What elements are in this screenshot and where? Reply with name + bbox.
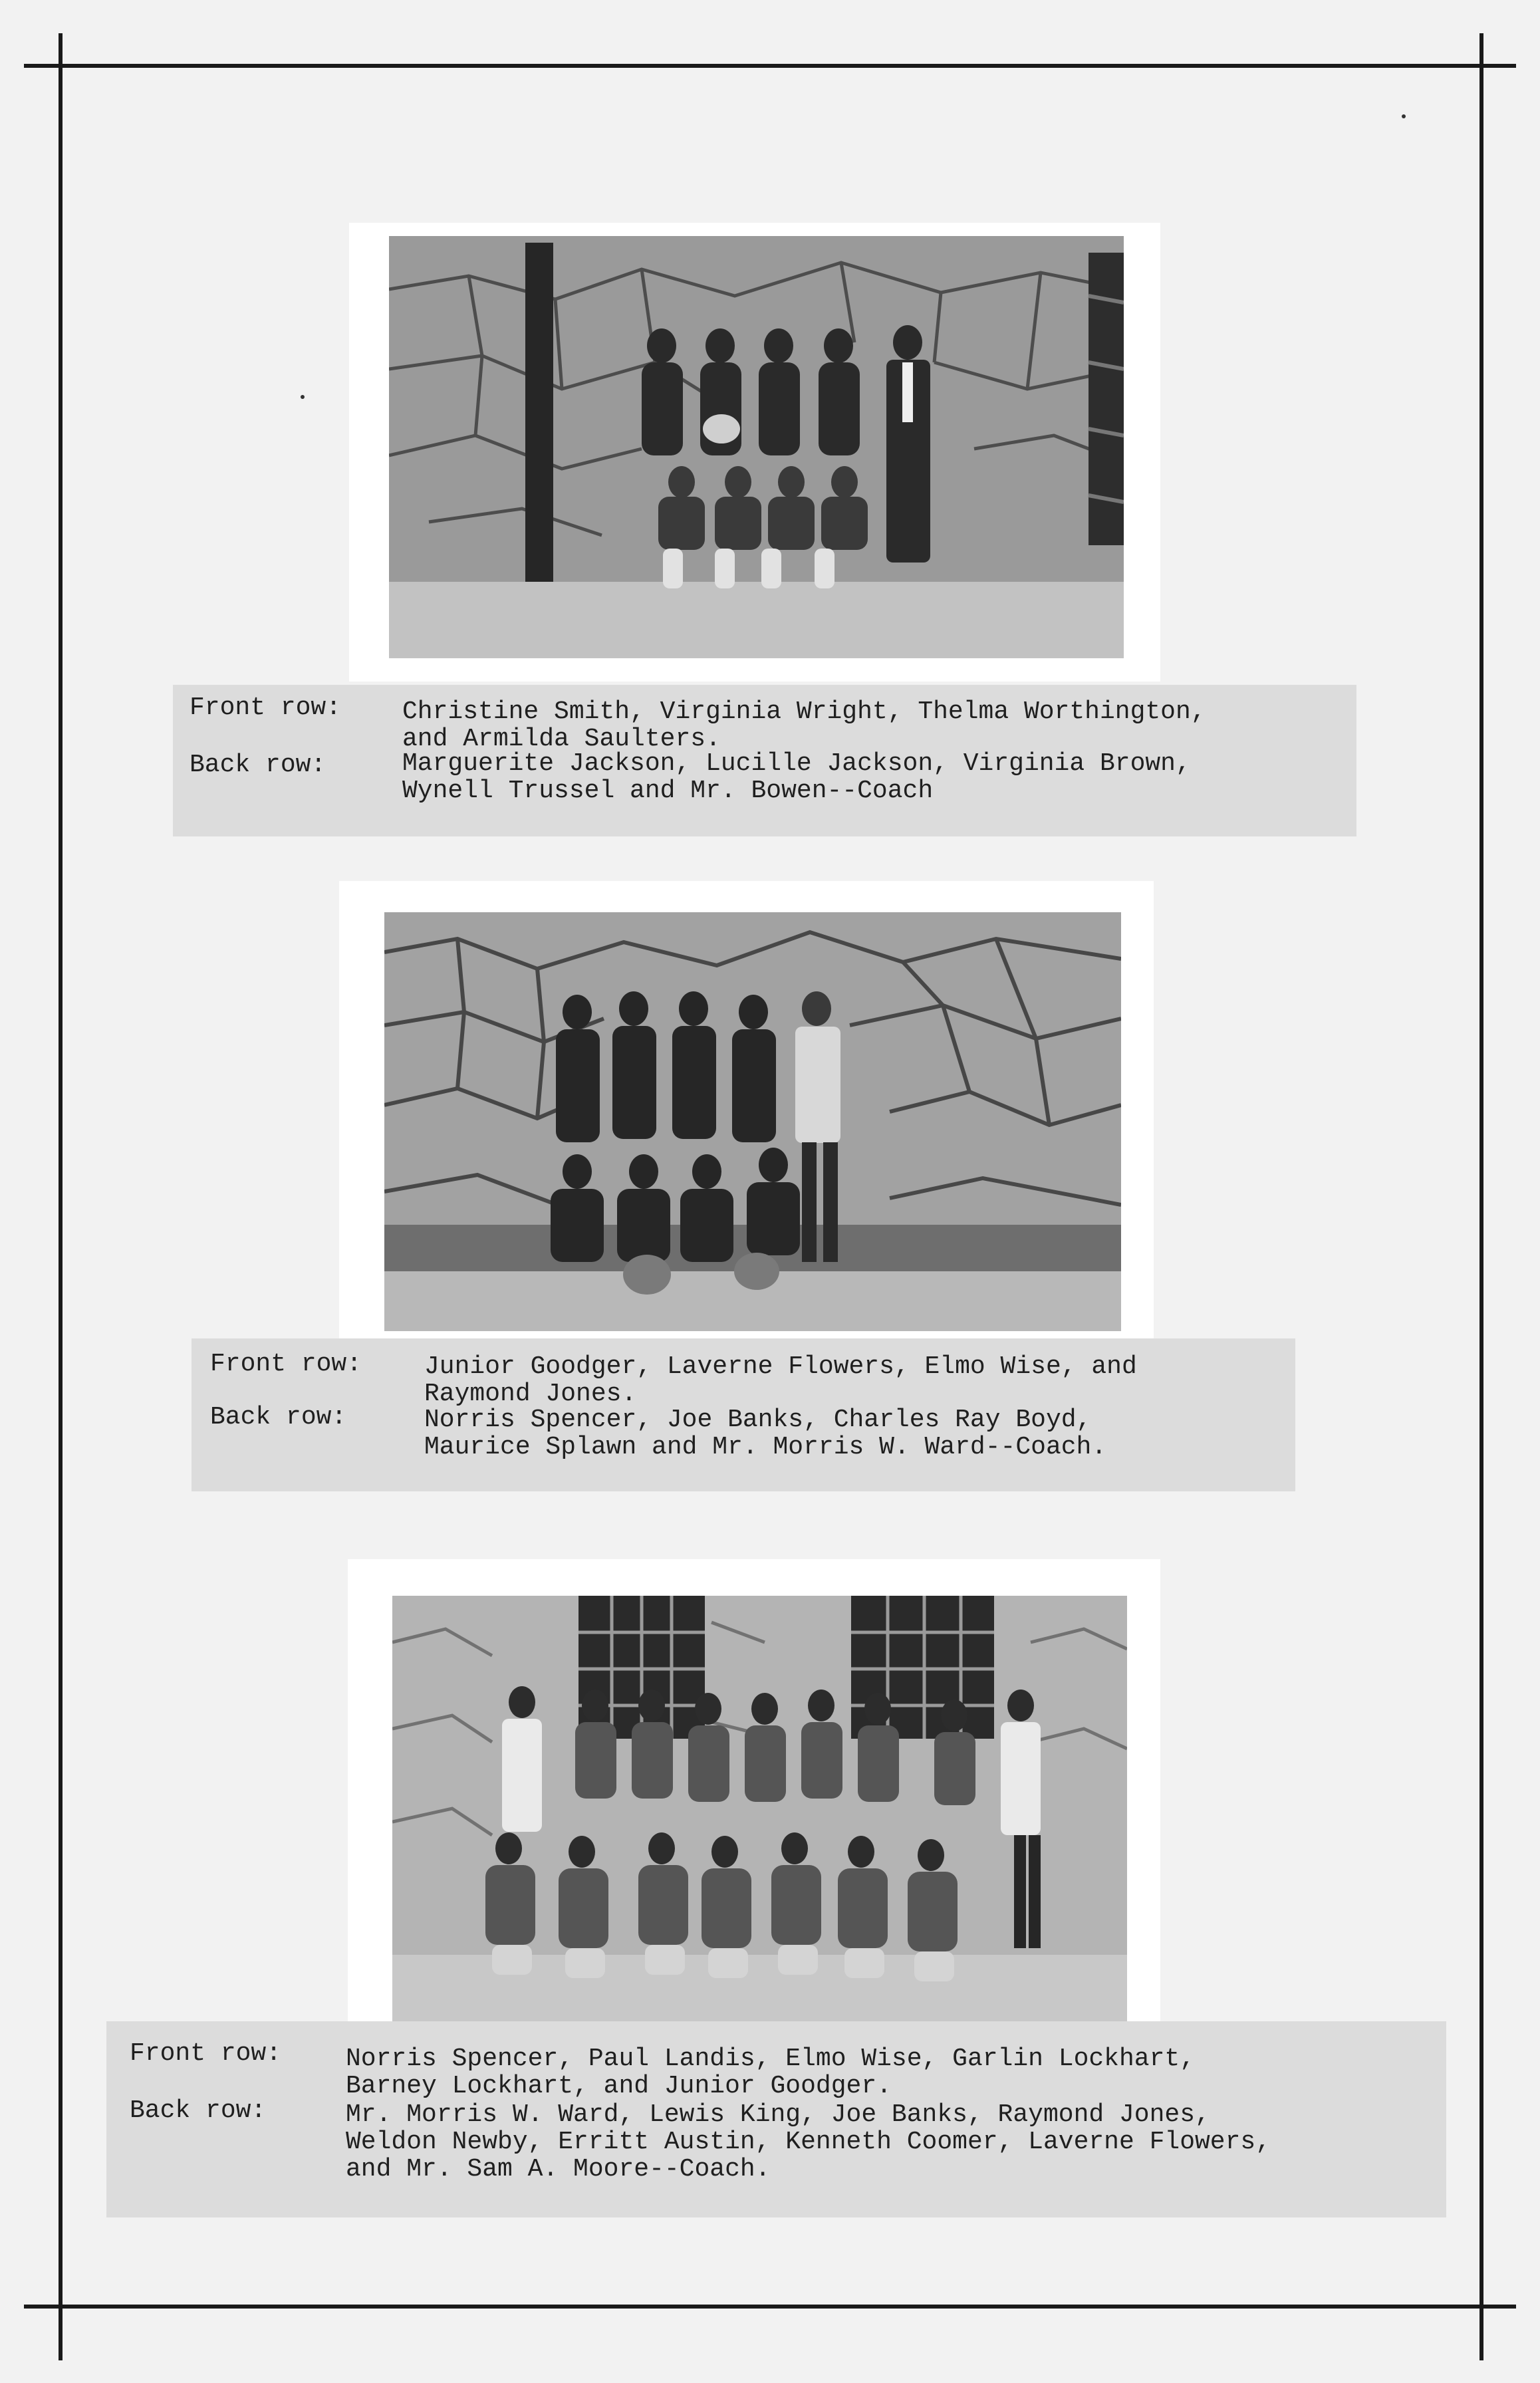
dust-speck (301, 395, 305, 399)
team-photo-girls (389, 236, 1124, 658)
frame-rule-bottom (24, 2305, 1516, 2309)
frame-rule-right (1479, 33, 1483, 2360)
front-row-names: Norris Spencer, Paul Landis, Elmo Wise, Garlin Lockhart, Barney Lockhart, and Junior Goodger. (346, 2045, 1196, 2100)
front-row-names: Christine Smith, Virginia Wright, Thelma Worthington, and Armilda Saulters. (402, 697, 1206, 753)
photo-football-image (392, 1596, 1127, 2021)
back-row-names: Norris Spencer, Joe Banks, Charles Ray Boyd, Maurice Splawn and Mr. Morris W. Ward--Coach. (424, 1406, 1107, 1461)
back-row-label: Back row: (130, 2096, 267, 2125)
frame-rule-left (59, 33, 63, 2360)
back-row-label: Back row: (210, 1403, 347, 1432)
caption-girls-team (173, 685, 1356, 836)
front-row-label: Front row: (130, 2039, 282, 2068)
caption-boys-basketball (192, 1338, 1295, 1491)
caption-football (106, 2021, 1446, 2217)
photo-boys-image (384, 912, 1121, 1331)
photo-girls-image (389, 236, 1124, 658)
frame-rule-top (24, 64, 1516, 68)
team-photo-football (392, 1596, 1127, 2021)
back-row-names: Marguerite Jackson, Lucille Jackson, Virginia Brown, Wynell Trussel and Mr. Bowen--Coach (402, 749, 1191, 805)
front-row-label: Front row: (190, 693, 342, 722)
front-row-names: Junior Goodger, Laverne Flowers, Elmo Wise, and Raymond Jones. (424, 1352, 1137, 1408)
dust-speck (1402, 114, 1406, 118)
team-photo-boys-basketball (384, 912, 1121, 1331)
back-row-names: Mr. Morris W. Ward, Lewis King, Joe Banks, Raymond Jones, Weldon Newby, Erritt Austin, Kenneth Coomer, Laverne Flowers, and Mr. Sam A. Moore--Coach. (346, 2100, 1271, 2184)
back-row-label: Back row: (190, 751, 326, 779)
front-row-label: Front row: (210, 1350, 362, 1378)
